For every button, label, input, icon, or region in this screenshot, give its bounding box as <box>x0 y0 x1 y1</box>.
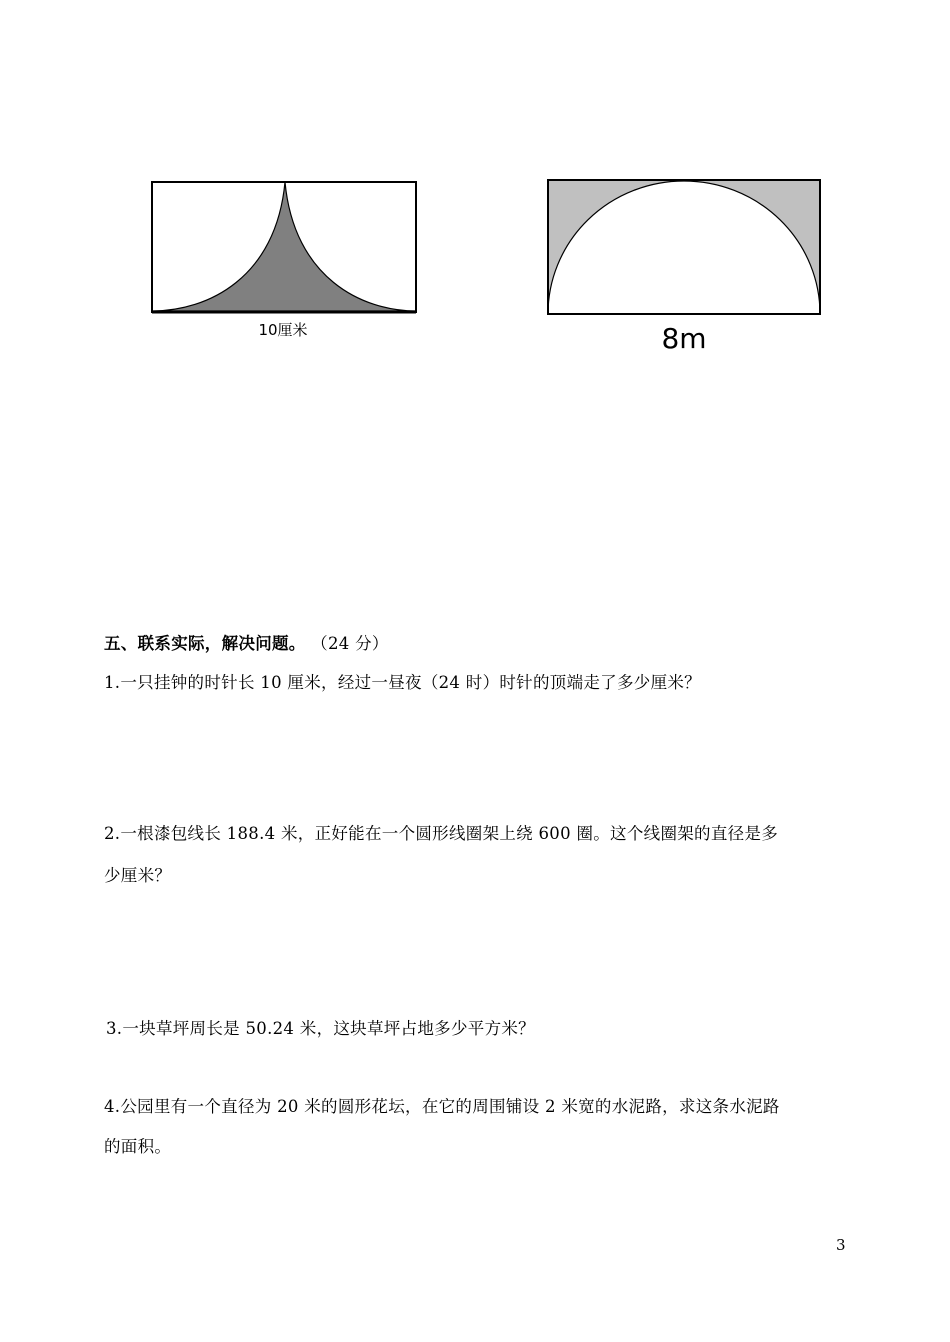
figure-right-label: 8m <box>661 322 707 355</box>
figure-left <box>148 178 418 343</box>
figure-left-label: 10厘米 <box>258 321 308 339</box>
section-title: 五、联系实际，解决问题。 <box>104 634 306 653</box>
figure-left-drawing <box>148 178 418 318</box>
question-2-line-1: 2.一根漆包线长 188.4 米，正好能在一个圆形线圈架上绕 600 圈。这个线圈架的直径是多 <box>104 824 779 843</box>
figure-right-drawing <box>544 176 824 318</box>
page-number: 3 <box>836 1236 846 1254</box>
section-score: （24 分） <box>311 634 389 653</box>
question-4-line-2: 的面积。 <box>104 1137 172 1156</box>
section-heading <box>104 630 389 654</box>
question-1: 1.一只挂钟的时针长 10 厘米，经过一昼夜（24 时）时针的顶端走了多少厘米？ <box>104 673 701 692</box>
question-2-line-2: 少厘米？ <box>104 866 172 885</box>
figure-right <box>544 176 824 362</box>
question-3: 3.一块草坪周长是 50.24 米，这块草坪占地多少平方米？ <box>106 1019 535 1038</box>
question-4-line-1: 4.公园里有一个直径为 20 米的圆形花坛，在它的周围铺设 2 米宽的水泥路，求这条水泥路 <box>104 1097 780 1116</box>
